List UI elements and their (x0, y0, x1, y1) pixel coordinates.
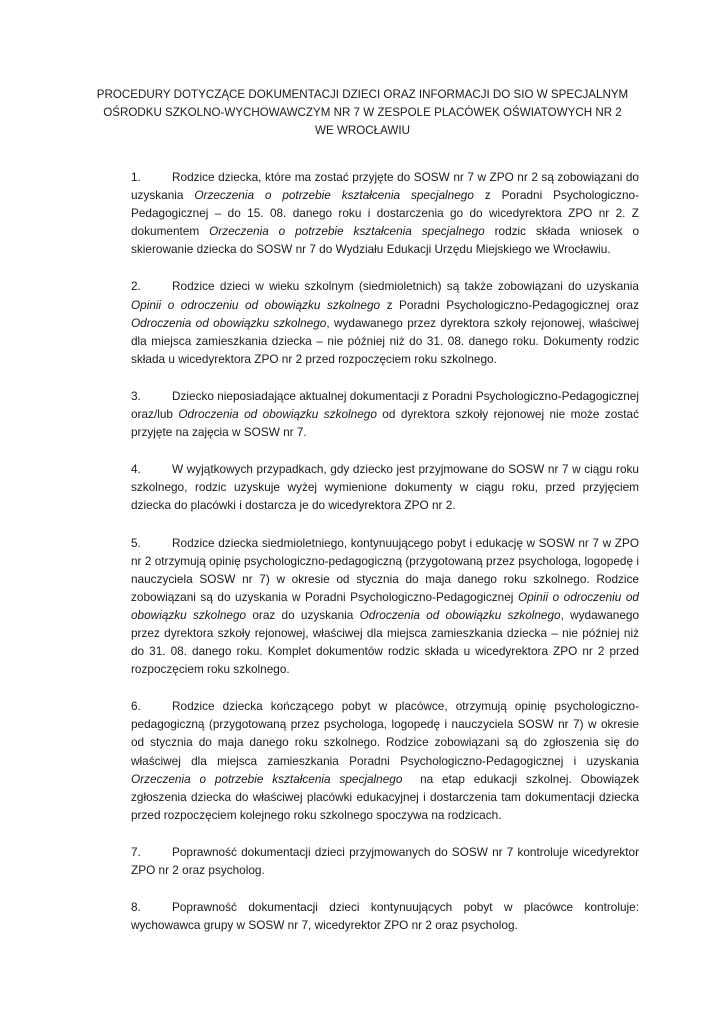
paragraph-text: Rodzice dziecka kończącego pobyt w placówce, otrzymują opinię psychologiczno-pedagogiczną (przygotowaną przez psychologa, logopedę i nauczyciela SOSW nr 7) w okresie od stycznia do maja danego roku szkolnego. Rodzice zobowiązani są do zgłoszenia się do właściwej dla miejsca zamieszkania Poradni Psychologiczno-Pedagogicznej i uzyskania (131, 699, 639, 768)
paragraph-text: z Poradni Psychologiczno-Pedagogicznej – do 15. 08. danego roku i dostarczenia go do wicedyrektora ZPO nr 2. Z dokumentem (131, 188, 639, 239)
paragraph-number: 1. (131, 170, 141, 184)
paragraph-number: 7. (131, 844, 141, 859)
paragraph-8 (131, 898, 639, 934)
paragraph-text: Rodzice dzieci w wieku szkolnym (siedmioletnich) są także zobowiązani do uzyskania (172, 279, 639, 294)
paragraph-text: na etap edukacji szkolnej. Obowiązek zgłoszenia dziecka do właściwej placówki edukacyjnej i dostarczenia tam dokumentacji dziecka przed rozpoczęciem kolejnego roku szkolnego spoczywa na rodzicach. (131, 771, 643, 822)
paragraph-2 (131, 277, 639, 367)
paragraph-text: , wydawanego przez dyrektora szkoły rejonowej, właściwej dla miejsca zamieszkania dziecka – nie później niż do 31. 08. danego roku. Komplet dokumentów rodzic składa u wicedyrektora ZPO nr 2 przed rozpoczęciem roku szkolnego. (131, 607, 640, 677)
paragraph-text: Poprawność dokumentacji dzieci kontynuujących pobyt w placówce kontroluje: wychowawca grupy w SOSW nr 7, wicedyrektor ZPO nr 2 oraz psycholog. (131, 900, 639, 933)
paragraph-text: , wydawanego przez dyrektora szkoły rejonowej, właściwej dla miejsca zamieszkania dziecka – nie później niż do 31. 08. danego roku. Dokumenty rodzic składa u wicedyrektora ZPO nr 2 przed rozpoczęciem roku szkolnego. (131, 315, 639, 366)
paragraph-number: 2. (131, 279, 141, 294)
paragraph-4 (131, 460, 639, 514)
paragraph-text: Rodzice dziecka, które ma zostać przyjęte do SOSW nr 7 w ZPO nr 2 są zobowiązani do uzyskania (131, 170, 639, 203)
paragraph-text: Dziecko nieposiadające aktualnej dokumentacji z Poradni Psychologiczno-Pedagogicznej oraz/lub (131, 388, 639, 422)
paragraph-number: 4. (131, 462, 141, 477)
document-reference: Orzeczenia o potrzebie kształcenia specjalnego (209, 224, 485, 239)
paragraph-7 (131, 843, 639, 879)
paragraph-text: oraz do uzyskania (246, 607, 360, 622)
paragraph-text: z Poradni Psychologiczno-Pedagogicznej oraz (380, 297, 639, 312)
paragraph-number: 8. (131, 900, 141, 915)
paragraph-number: 6. (131, 699, 141, 714)
paragraph-3 (131, 387, 639, 441)
document-body (131, 168, 643, 953)
paragraph-5 (131, 534, 639, 679)
document-title: PROCEDURY DOTYCZĄCE DOKUMENTACJI DZIECI ORAZ INFORMACJI DO SIO W SPECJALNYM OŚRODKU SZKOLNO-WYCHOWAWCZYM NR 7 W ZESPOLE PLACÓWEK OŚWIATOWYCH NR 2 WE WROCŁAWIU (96, 88, 629, 137)
document-reference: Opinii o odroczeniu od obowiązku szkolnego (131, 589, 639, 622)
paragraph-text: od dyrektora szkoły rejonowej nie może zostać przyjęte na zajęcia w SOSW nr 7. (131, 407, 639, 440)
document-reference: Orzeczenia o potrzebie kształcenia specjalnego (131, 771, 403, 786)
paragraph-text: Rodzice dziecka siedmioletniego, kontynuującego pobyt i edukację w SOSW nr 7 w ZPO nr 2 otrzymują opinię psychologiczno-pedagogiczną (przygotowaną przez psychologa, logopedę i nauczyciela SOSW nr 7) w okresie od stycznia do maja danego roku szkolnego. Rodzice zobowiązani są do uzyskania w Poradni Psychologiczno-Pedagogicznej (131, 535, 639, 604)
paragraph-text: W wyjątkowych przypadkach, gdy dziecko jest przyjmowane do SOSW nr 7 w ciągu roku szkolnego, rodzic uzyskuje wyżej wymienione dokumenty w ciągu roku, przed przyjęciem dziecka do placówki i dostarcza je do wicedyrektora ZPO nr 2. (131, 462, 639, 513)
document-reference: Odroczenia od obowiązku szkolnego (131, 315, 327, 330)
document-reference: Odroczenia od obowiązku szkolnego (178, 407, 377, 422)
paragraph-number: 5. (131, 535, 141, 550)
document-reference: Orzeczenia o potrzebie kształcenia specjalnego (194, 188, 474, 203)
paragraph-6 (131, 697, 643, 824)
document-reference: Opinii o odroczeniu od obowiązku szkolnego (131, 297, 381, 312)
paragraph-text: rodzic składa wniosek o skierowanie dziecka do SOSW nr 7 do Wydziału Edukacji Urzędu Miejskiego we Wrocławiu. (131, 224, 640, 257)
paragraph-number: 3. (131, 388, 141, 403)
paragraph-1 (131, 168, 639, 258)
paragraph-text: Poprawność dokumentacji dzieci przyjmowanych do SOSW nr 7 kontroluje wicedyrektor ZPO nr 2 oraz psycholog. (131, 844, 639, 877)
document-reference: Odroczenia od obowiązku szkolnego (359, 607, 561, 622)
